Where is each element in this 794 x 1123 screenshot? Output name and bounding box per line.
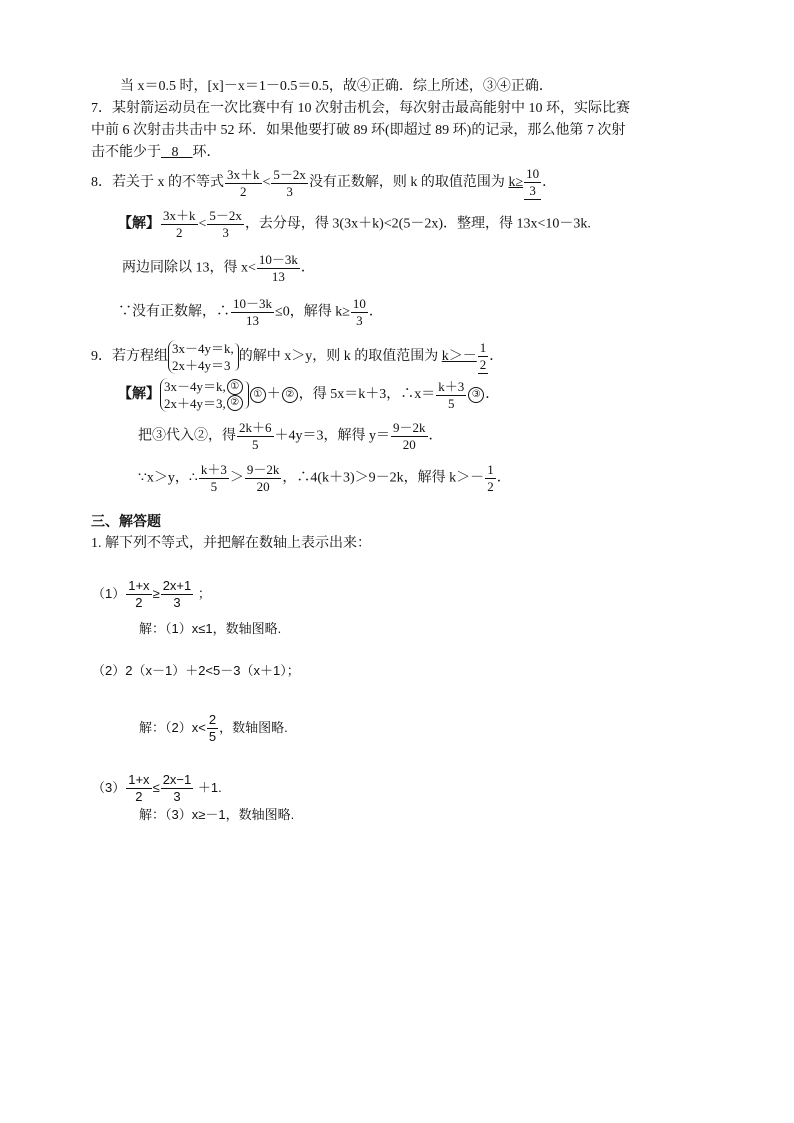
q9-question [91,340,503,374]
q8-sol2-pre: 两边同除以 13，得 x< [122,260,256,276]
q9-pre: 9．若方程组 [91,349,168,365]
q9-sol3-post: ，∴4(k＋3)＞9－2k，解得 k＞－ [282,470,485,486]
q8-sol-frac-left: $\frac{3x+k}{2}$ [163,208,196,240]
q9-ref-2: ② [282,387,298,403]
q8-solution-line3 [118,296,383,329]
q8-ineq-right-frac: $\frac{5-2x}{3}$ [273,166,306,199]
q9-sol3-half: $\frac{1}{2}$ [487,462,494,494]
problem-1-label: （1） [92,585,126,601]
q8-end: ． [542,175,557,191]
q9-solution-tag: 【解】 [118,387,160,403]
problem-1-left-frac: $\frac{1+x}{2}$ [128,578,150,610]
q9-answer-frac: $\frac{1}{2}$ [479,340,487,372]
q8-mid: 没有正数解，则 k 的取值范围为 [308,175,505,191]
q8-solution-line2 [122,252,315,285]
q9-plus: ＋ [266,387,281,403]
q8-solution-line1 [118,208,591,241]
q9-end: ． [489,349,504,365]
problem-1-rel: ≥ [152,585,160,601]
solution-1: 解：（1）x≤1，数轴图略. [139,621,282,636]
problem-2: （2）2（x－1）＋2<5－3（x＋1）； [92,663,300,678]
q9-sol1-post: ，得 5x＝k＋3，∴x＝ [298,387,436,403]
q7-line1: 7．某射箭运动员在一次比赛中有 10 次射击机会，每次射击最高能射中 10 环，实际比赛 [91,101,630,116]
section-3-intro: 1. 解下列不等式，并把解在数轴上表示出来： [91,536,371,551]
problem-3-right-frac: $\frac{2x-1}{3}$ [162,772,192,804]
q9-ref-3: ③ [468,387,484,403]
q8-sol-frac-right: $\frac{5-2x}{3}$ [209,208,242,240]
problem-3-left-frac: $\frac{1+x}{2}$ [128,772,150,804]
q8-sol1-post: ，去分母，得 3(3x＋k)<2(5－2x)．整理，得 13x<10－3k. [244,216,591,232]
q8-sol3-mid: ≤0，解得 k≥ [275,304,350,320]
q9-sol-labels: ① ② [226,379,244,411]
problem-3 [92,772,222,805]
q8-sol3-ans-frac: $\frac{10}{3}$ [352,296,366,328]
q9-answer: k＞－ [441,349,477,365]
q9-solution-line3 [138,462,511,495]
problem-3-rel: ≤ [152,779,160,795]
solution-3: 解：（3）x≥－1，数轴图略. [139,807,295,822]
q9-sol3-frac2: $\frac{9-2k}{20}$ [246,462,280,494]
q9-sol2-dot: ． [428,428,443,444]
q9-sol3-pre: ∵x＞y，∴ [138,470,198,486]
q9-sol2-yfrac: $\frac{9-2k}{20}$ [393,420,426,452]
solution-2-frac: $\frac{2}{5}$ [208,712,217,744]
q9-sol-right-brace [244,381,249,409]
q7-line3-post: 环． [192,145,221,160]
q8-sol2-dot: ． [300,260,315,276]
q8-sol3-dot: ． [368,304,383,320]
q7-line2: 中前 6 次射击共击中 52 环．如果他要打破 89 环(即超过 89 环)的记录，那么他第 7 次射 [91,123,626,138]
q8-lt: < [262,175,271,191]
solution-2-pre: 解：（2）x< [139,719,206,735]
q8-pre: 8．若关于 x 的不等式 [91,175,224,191]
q9-sol3-frac1: $\frac{k+3}{5}$ [200,462,227,494]
q9-ref-1: ① [250,387,266,403]
problem-1-end: ； [197,585,211,601]
text-line-case-x05: 当 x＝0.5 时，[x]－x＝1－0.5＝0.5，故④正确．综上所述，③④正确． [120,79,553,94]
q8-sol3-pre: ∵没有正数解，∴ [118,304,230,320]
q9-sol1-dot: ． [485,387,500,403]
q8-answer-frac: $\frac{10}{3}$ [526,166,540,198]
q7-line3-pre: 击不能少于 [91,145,161,160]
q9-sol3-gt: ＞ [229,470,244,486]
q9-sol2-mid: ＋4y＝3，解得 y＝ [274,428,391,444]
problem-3-label: （3） [92,779,126,795]
problem-1 [92,578,211,611]
q8-sol-lt: < [198,216,207,232]
q7-line3 [91,144,221,162]
q9-sol2-pre: 把③代入②，得 [138,428,236,444]
solution-2-post: ，数轴图略. [219,719,288,735]
q9-sol-system: 3x－4y＝k, 2x＋4y＝3, [160,378,226,412]
q9-system: 3x－4y＝k, 2x＋4y＝3 [168,340,234,374]
q8-question [91,166,556,200]
q9-solution-line1 [118,378,499,412]
solution-2 [139,712,288,745]
q8-answer-k: k≥ [508,175,524,191]
problem-3-end: ＋1. [197,779,222,795]
q8-sol2-frac: $\frac{10-3k}{13}$ [258,252,298,284]
q9-sol1-frac: $\frac{k+3}{5}$ [438,378,465,411]
q8-solution-tag: 【解】 [118,216,160,232]
q7-answer: 8 [171,145,179,160]
q9-solution-line2 [138,420,443,453]
q8-ineq-left-frac: $\frac{3x+k}{2}$ [227,166,260,199]
q9-mid: 的解中 x＞y，则 k 的取值范围为 [238,349,439,365]
q9-sol2-frac: $\frac{2k+6}{5}$ [239,420,272,452]
q8-sol3-frac: $\frac{10-3k}{13}$ [233,296,273,328]
q9-sol3-dot: ． [496,470,511,486]
section-3-title: 三、解答题 [91,515,161,530]
problem-1-right-frac: $\frac{2x+1}{3}$ [162,578,192,610]
